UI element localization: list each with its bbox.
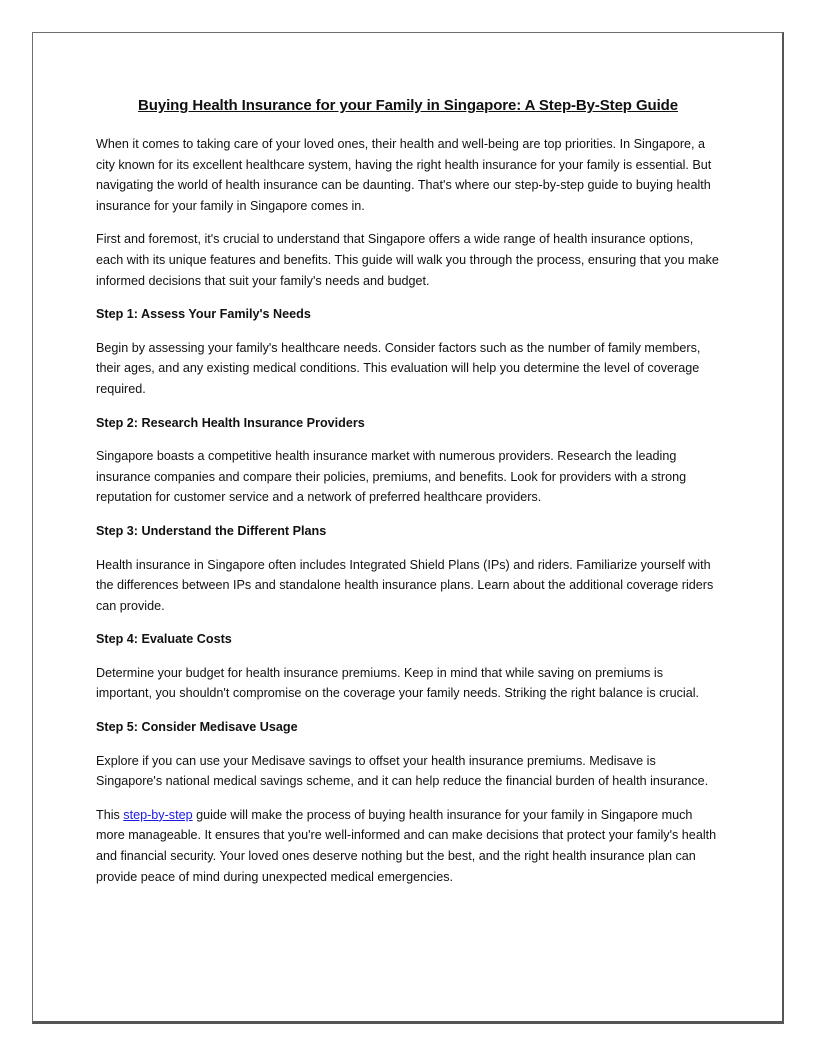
step-2-heading: Step 2: Research Health Insurance Providers — [96, 415, 365, 430]
step-5-body: Explore if you can use your Medisave savings to offset your health insurance premiums. Medisave is Singapore's national medical savings scheme, and it can help reduce the financial burden of health insurance. — [96, 753, 709, 789]
intro-paragraph-2: First and foremost, it's crucial to understand that Singapore offers a wide range of health insurance options, each with its unique features and benefits. This guide will walk you through the process, ensuring that you make informed decisions that suit your family's needs and budget. — [96, 232, 719, 288]
step-2-body: Singapore boasts a competitive health insurance market with numerous providers. Research the leading insurance companies and compare their policies, premiums, and benefits. Look for providers with a strong reputation for customer service and a network of preferred healthcare providers. — [96, 449, 687, 505]
step-by-step-link[interactable]: step-by-step — [123, 807, 193, 822]
closing-paragraph — [96, 805, 720, 887]
closing-prefix: This — [96, 807, 124, 822]
step-1-body: Begin by assessing your family's healthcare needs. Consider factors such as the number of family members, their ages, and any existing medical conditions. This evaluation will help you determine the level of coverage required. — [96, 340, 701, 396]
step-3-body: Health insurance in Singapore often includes Integrated Shield Plans (IPs) and riders. Familiarize yourself with the differences between IPs and standalone health insurance plans. Learn about the additional coverage riders can provide. — [96, 557, 714, 613]
step-3-heading: Step 3: Understand the Different Plans — [96, 523, 327, 538]
intro-paragraph-1: When it comes to taking care of your loved ones, their health and well-being are top priorities. In Singapore, a city known for its excellent healthcare system, having the right health insurance for your family is essential. But navigating the world of health insurance can be daunting. That's where our step-by-step guide to buying health insurance for your family in Singapore comes in. — [96, 137, 712, 213]
step-1-heading: Step 1: Assess Your Family's Needs — [96, 307, 311, 322]
closing-suffix: guide will make the process of buying health insurance for your family in Singapore much more manageable. It ensures that you're well-informed and can make decisions that protect your family's health and financial security. Your loved ones deserve nothing but the best, and the right health insurance plan can provide peace of mind during unexpected medical emergencies. — [96, 807, 717, 884]
step-4-body: Determine your budget for health insurance premiums. Keep in mind that while saving on premiums is important, you shouldn't compromise on the coverage your family needs. Striking the right balance is crucial. — [96, 665, 700, 701]
step-5-heading: Step 5: Consider Medisave Usage — [96, 720, 298, 735]
step-4-heading: Step 4: Evaluate Costs — [96, 632, 232, 647]
document-title: Buying Health Insurance for your Family in Singapore: A Step-By-Step Guide — [138, 97, 678, 114]
document-body — [96, 96, 720, 900]
